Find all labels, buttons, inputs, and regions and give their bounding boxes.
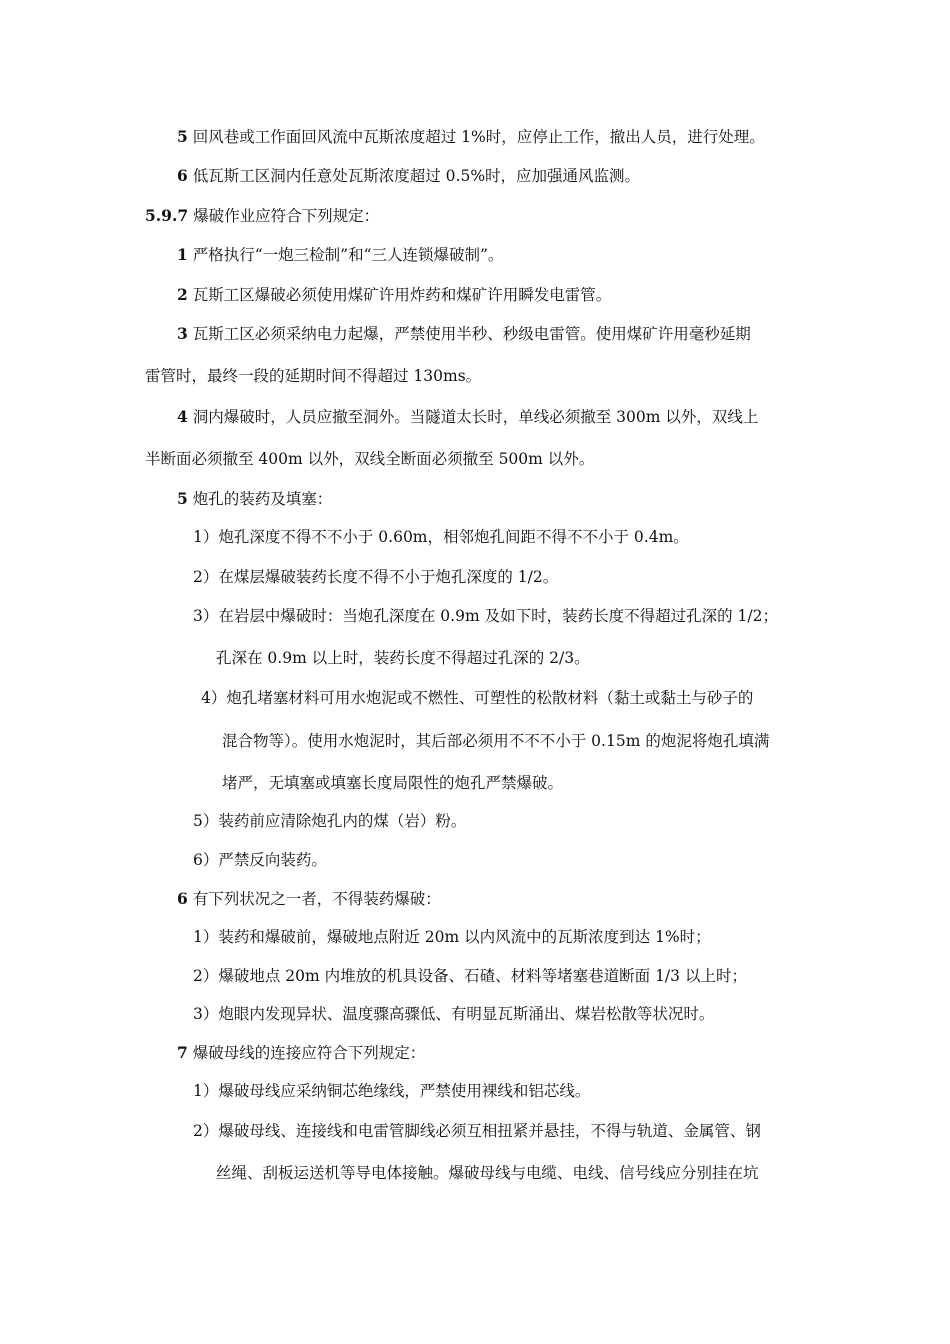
rule-5-sub-4-continuation-2 [222,773,563,793]
rule-3-continuation [145,366,481,386]
item-number: 4 [177,407,188,426]
paragraph-text: 雷管时，最终一段的延期时间不得超过 130ms。 [145,367,482,385]
section-5-9-7-heading [145,206,379,226]
paragraph-text: 1）炮孔深度不得不不小于 0.60m，相邻炮孔间距不得不不小于 0.4m。 [193,528,689,546]
section-title: 爆破作业应符合下列规定： [193,207,380,225]
paragraph-text: 3）炮眼内发现异状、温度骤高骤低、有明显瓦斯涌出、煤岩松散等状况时。 [193,1005,715,1023]
paragraph-text: 2）爆破地点 20m 内堆放的机具设备、石碴、材料等堵塞巷道断面 1/3 以上时； [193,967,747,985]
paragraph-text: 混合物等）。使用水炮泥时，其后部必须用不不不小于 0.15m 的炮泥将炮孔填满 [222,732,770,750]
paragraph-text: 洞内爆破时，人员应撤至洞外。当隧道太长时，单线必须撤至 300m 以外，双线上 [192,408,759,426]
paragraph-text: 回风巷或工作面回风流中瓦斯浓度超过 1%时，应停止工作，撤出人员，进行处理。 [192,128,765,146]
paragraph-text: 严格执行“一炮三检制”和“三人连锁爆破制”。 [192,246,504,264]
paragraph-5-return-air [177,127,765,147]
paragraph-text: 3）在岩层中爆破时：当炮孔深度在 0.9m 及如下时，装药长度不得超过孔深的 1/2； [193,607,778,625]
rule-5-sub-2 [193,567,558,587]
item-number: 7 [177,1043,188,1062]
paragraph-text: 爆破母线的连接应符合下列规定： [192,1044,426,1062]
section-number: 5.9.7 [145,206,189,225]
rule-7-sub-2 [193,1121,761,1141]
rule-5-sub-4-continuation-1 [222,731,769,751]
rule-5-sub-6 [193,850,327,870]
rule-6 [177,889,441,909]
rule-7-sub-1 [193,1081,590,1101]
rule-2 [177,285,611,305]
rule-4-continuation [145,449,594,469]
paragraph-text: 2）在煤层爆破装药长度不得不小于炮孔深度的 1/2。 [193,568,559,586]
paragraph-text: 半断面必须撤至 400m 以外，双线全断面必须撤至 500m 以外。 [145,450,595,468]
rule-5-sub-1 [193,527,689,547]
rule-5-sub-3-continuation [216,648,590,668]
rule-7-sub-2-continuation [216,1163,759,1183]
rule-4 [177,407,758,427]
rule-7 [177,1043,425,1063]
rule-1 [177,245,503,265]
paragraph-text: 炮孔的装药及填塞： [192,490,333,508]
paragraph-text: 5）装药前应清除炮孔内的煤（岩）粉。 [193,812,467,830]
rule-5-sub-5 [193,811,466,831]
paragraph-text: 1）装药和爆破前，爆破地点附近 20m 以内风流中的瓦斯浓度到达 1%时； [193,928,711,946]
rule-6-sub-2 [193,966,747,986]
rule-5 [177,489,332,509]
rule-3 [177,324,751,344]
paragraph-text: 4）炮孔堵塞材料可用水炮泥或不燃性、可塑性的松散材料（黏土或黏土与砂子的 [201,689,754,707]
paragraph-6-low-gas [177,166,640,186]
item-number: 6 [177,166,188,185]
rule-6-sub-1 [193,927,711,947]
paragraph-text: 丝绳、刮板运送机等导电体接触。爆破母线与电缆、电线、信号线应分别挂在坑 [216,1164,759,1182]
item-number: 5 [177,127,188,146]
paragraph-text: 有下列状况之一者，不得装药爆破： [192,890,441,908]
item-number: 3 [177,324,188,343]
item-number: 5 [177,489,188,508]
paragraph-text: 1）爆破母线应采纳铜芯绝缘线，严禁使用裸线和铝芯线。 [193,1082,591,1100]
paragraph-text: 瓦斯工区必须采纳电力起爆，严禁使用半秒、秒级电雷管。使用煤矿许用毫秒延期 [192,325,751,343]
rule-5-sub-4 [201,688,753,708]
item-number: 1 [177,245,188,264]
paragraph-text: 6）严禁反向装药。 [193,851,327,869]
paragraph-text: 2）爆破母线、连接线和电雷管脚线必须互相扭紧并悬挂，不得与轨道、金属管、钢 [193,1122,761,1140]
rule-5-sub-3 [193,606,778,626]
paragraph-text: 孔深在 0.9m 以上时，装药长度不得超过孔深的 2/3。 [216,649,590,667]
paragraph-text: 低瓦斯工区洞内任意处瓦斯浓度超过 0.5%时，应加强通风监测。 [192,167,641,185]
paragraph-text: 瓦斯工区爆破必须使用煤矿许用炸药和煤矿许用瞬发电雷管。 [192,286,612,304]
item-number: 6 [177,889,188,908]
rule-6-sub-3 [193,1004,714,1024]
item-number: 2 [177,285,188,304]
paragraph-text: 堵严，无填塞或填塞长度局限性的炮孔严禁爆破。 [222,774,564,792]
